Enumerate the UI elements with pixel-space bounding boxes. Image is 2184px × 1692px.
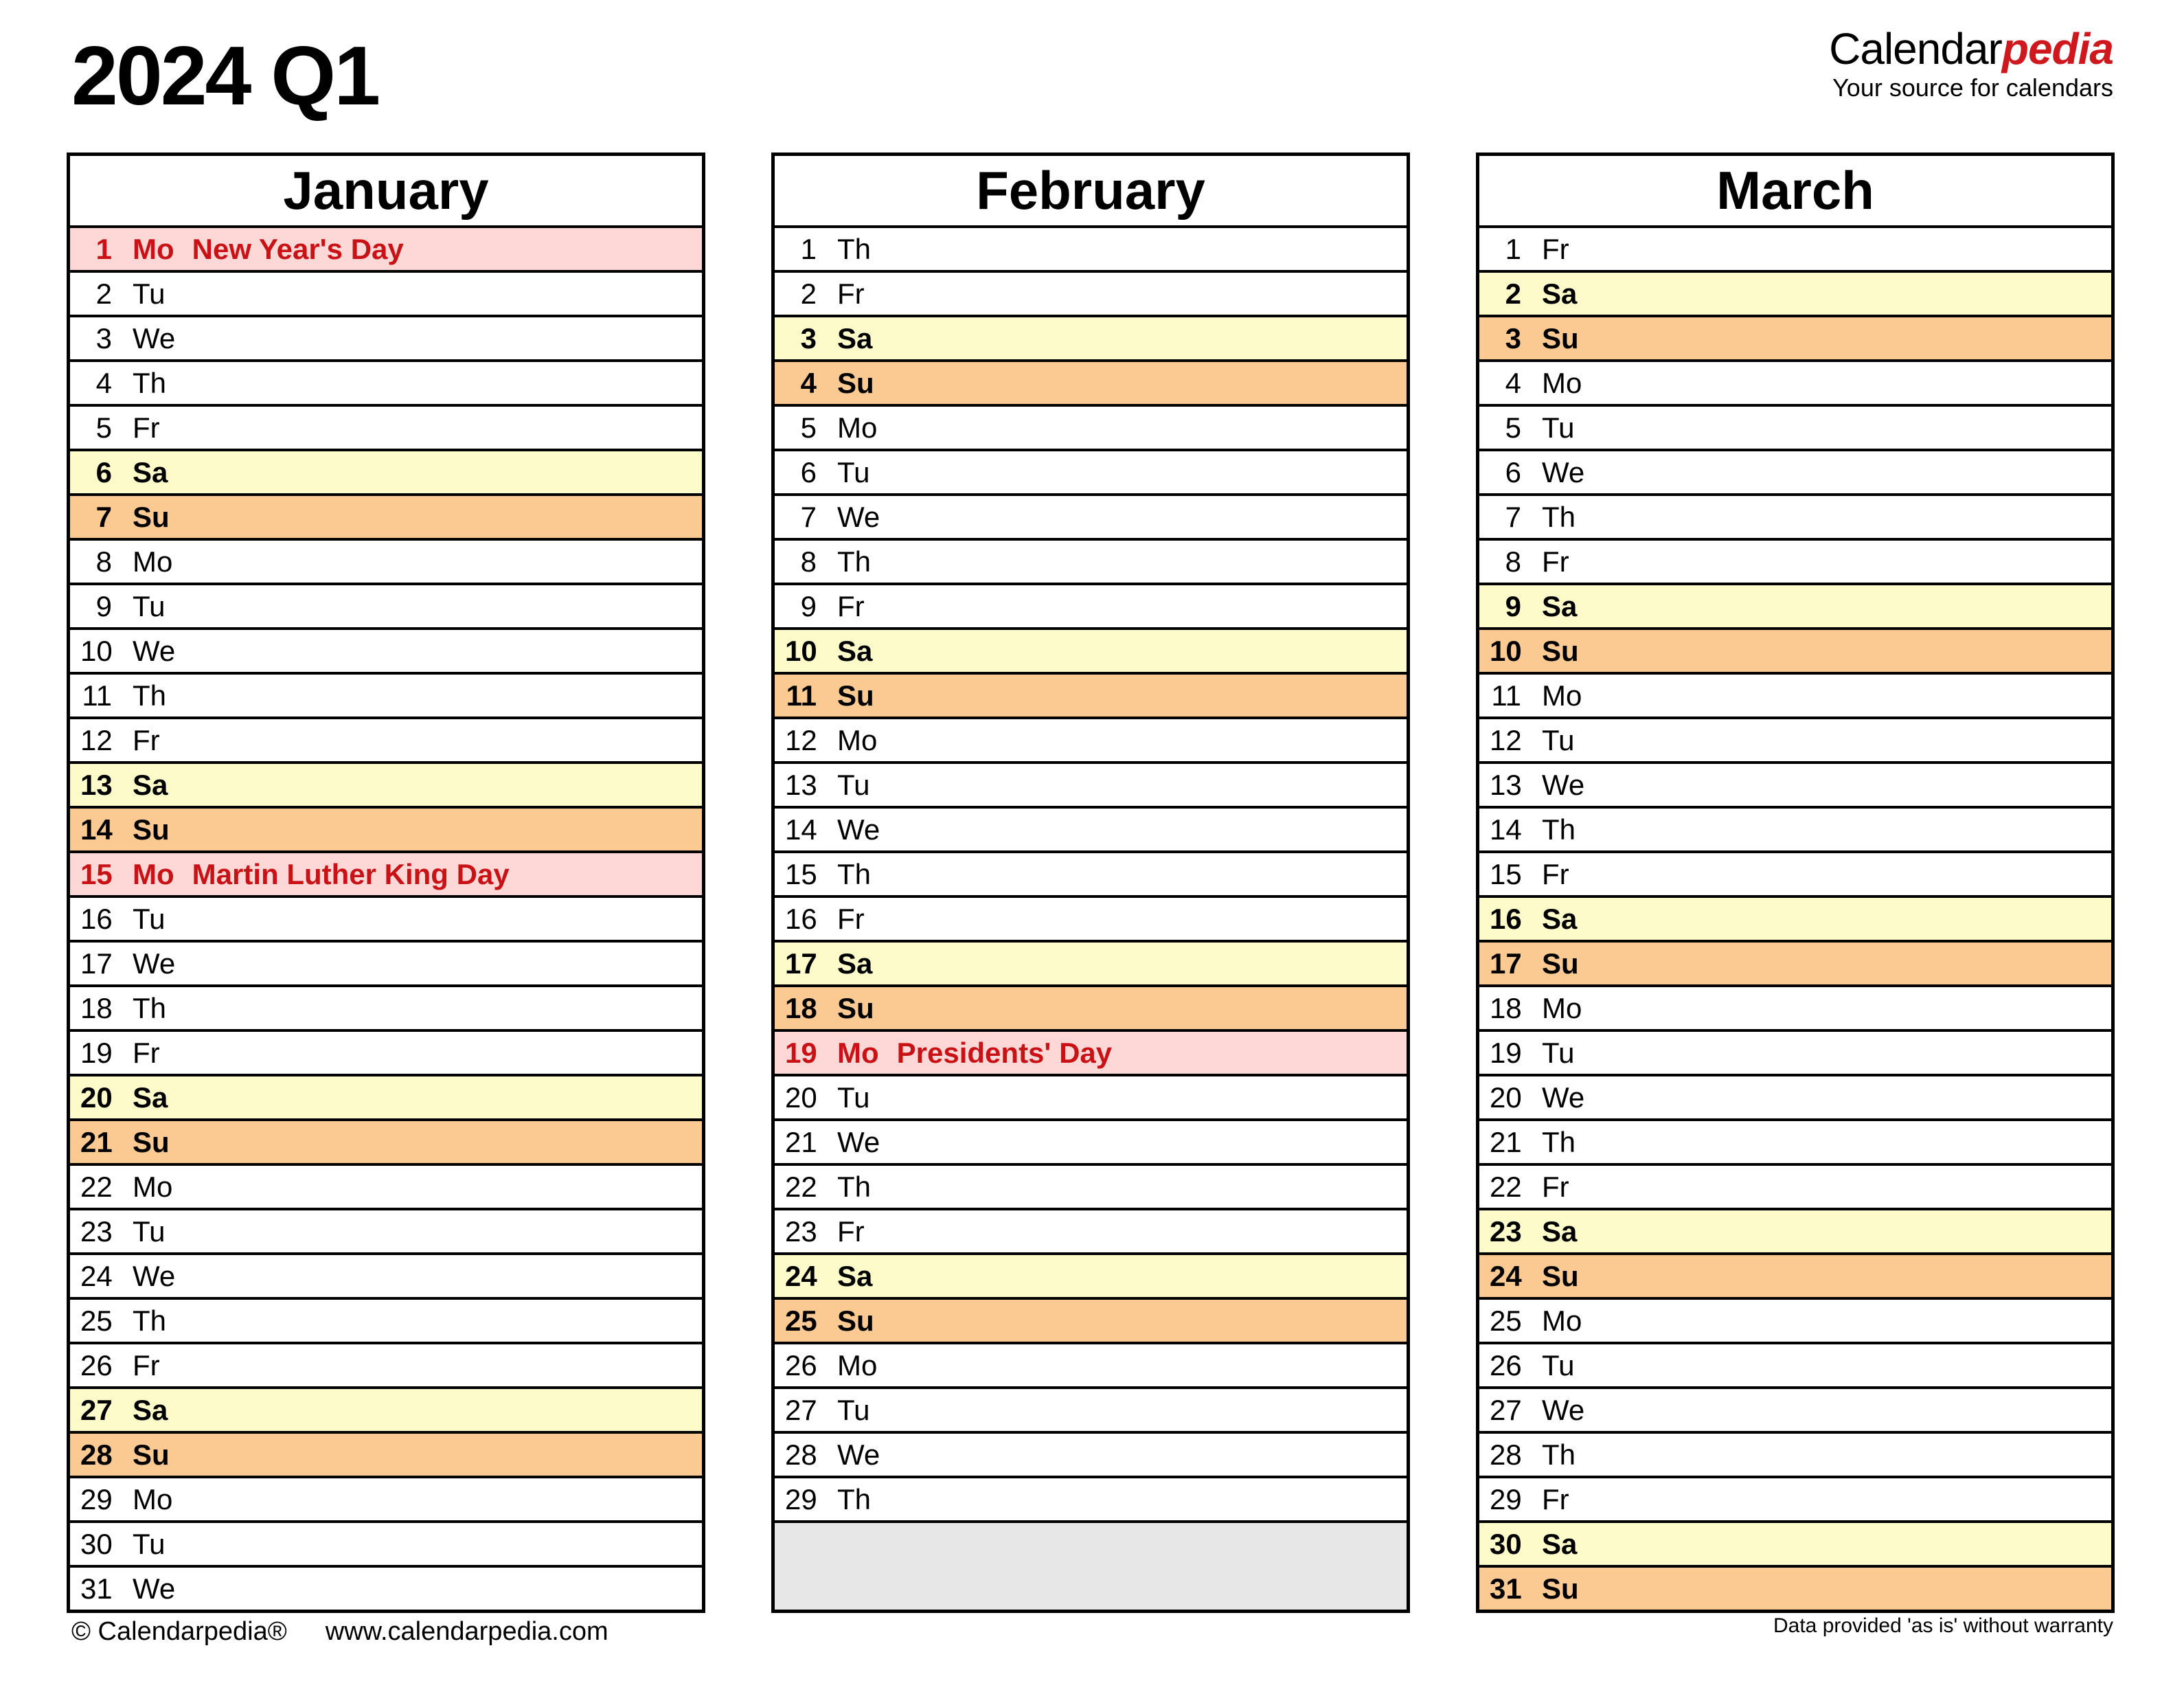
calendar-day-row xyxy=(70,1297,702,1342)
day-number: 27 xyxy=(1490,1393,1522,1426)
day-number: 3 xyxy=(800,322,817,354)
day-number: 30 xyxy=(1490,1527,1522,1560)
day-number: 1 xyxy=(1505,232,1521,265)
day-number: 5 xyxy=(1505,411,1521,444)
day-number: 16 xyxy=(785,902,817,935)
day-number: 19 xyxy=(785,1036,817,1069)
month-table-march xyxy=(1476,153,2115,1613)
weekday-abbr: Sa xyxy=(133,455,168,488)
day-number: 13 xyxy=(1490,768,1522,801)
calendar-day-row xyxy=(1479,315,2111,359)
calendar-day-row xyxy=(1479,1476,2111,1520)
day-number: 7 xyxy=(800,500,817,533)
weekday-abbr: Mo xyxy=(837,411,878,444)
weekday-abbr: Su xyxy=(133,813,170,846)
calendar-day-row xyxy=(70,1342,702,1386)
day-number: 6 xyxy=(1505,455,1521,488)
day-number: 21 xyxy=(785,1125,817,1158)
calendar-day-row xyxy=(1479,1029,2111,1074)
calendar-day-row xyxy=(1479,583,2111,627)
weekday-abbr: Sa xyxy=(837,947,873,980)
calendar-day-row xyxy=(775,1297,1407,1342)
day-number: 16 xyxy=(80,902,113,935)
day-number: 4 xyxy=(800,366,817,399)
day-number: 11 xyxy=(786,679,817,712)
month-header: February xyxy=(775,156,1407,225)
calendar-day-row xyxy=(1479,1520,2111,1565)
weekday-abbr: Mo xyxy=(837,1349,878,1381)
calendar-day-row xyxy=(1479,806,2111,850)
weekday-abbr: Tu xyxy=(1542,1349,1575,1381)
weekday-abbr: Sa xyxy=(1542,277,1578,310)
weekday-abbr: Th xyxy=(133,679,167,712)
calendar-day-row xyxy=(70,1029,702,1074)
calendar-day-row xyxy=(775,1476,1407,1520)
day-number: 24 xyxy=(785,1259,817,1292)
weekday-abbr: Su xyxy=(837,679,874,712)
footer-disclaimer: Data provided 'as is' without warranty xyxy=(1773,1614,2113,1637)
calendar-day-row xyxy=(1479,270,2111,315)
day-number: 2 xyxy=(800,277,817,310)
weekday-abbr: Tu xyxy=(133,277,166,310)
day-number: 17 xyxy=(785,947,817,980)
page-title: 2024 Q1 xyxy=(71,29,379,122)
calendar-day-row xyxy=(1479,940,2111,984)
calendar-day-row xyxy=(70,984,702,1029)
day-number: 9 xyxy=(1505,589,1521,622)
calendar-day-row xyxy=(70,225,702,270)
calendar-day-row xyxy=(1479,1342,2111,1386)
day-number: 25 xyxy=(80,1304,113,1337)
weekday-abbr: Fr xyxy=(133,1036,160,1069)
calendar-day-row xyxy=(70,449,702,493)
calendar-day-row xyxy=(775,270,1407,315)
calendar-day-row xyxy=(775,717,1407,761)
day-number: 22 xyxy=(80,1170,113,1203)
weekday-abbr: Mo xyxy=(133,1482,173,1515)
weekday-abbr: Mo xyxy=(1542,366,1582,399)
weekday-abbr: Tu xyxy=(1542,1036,1575,1069)
day-number: 25 xyxy=(785,1304,817,1337)
weekday-abbr: Th xyxy=(837,857,872,890)
day-number: 26 xyxy=(785,1349,817,1381)
weekday-abbr: Fr xyxy=(837,589,865,622)
calendar-day-row xyxy=(775,359,1407,404)
day-number: 19 xyxy=(80,1036,113,1069)
day-number: 17 xyxy=(80,947,113,980)
day-number: 5 xyxy=(800,411,817,444)
day-number: 12 xyxy=(785,723,817,756)
calendar-day-row xyxy=(70,538,702,583)
weekday-abbr: Th xyxy=(1542,500,1576,533)
weekday-abbr: We xyxy=(1542,455,1585,488)
weekday-abbr: We xyxy=(837,500,880,533)
weekday-abbr: Mo xyxy=(133,857,174,890)
day-number: 8 xyxy=(1505,545,1521,578)
weekday-abbr: We xyxy=(837,813,880,846)
month-table-january xyxy=(67,153,705,1613)
weekday-abbr: Tu xyxy=(1542,411,1575,444)
weekday-abbr: Mo xyxy=(133,232,174,265)
weekday-abbr: Th xyxy=(133,366,167,399)
calendar-day-row xyxy=(775,850,1407,895)
calendar-day-row xyxy=(1479,672,2111,717)
calendar-day-row xyxy=(775,1163,1407,1208)
day-number: 9 xyxy=(95,589,112,622)
logo-text-red: pedia xyxy=(2001,24,2113,74)
calendar-day-row xyxy=(1479,493,2111,538)
calendar-day-row xyxy=(1479,1565,2111,1610)
day-number: 22 xyxy=(785,1170,817,1203)
day-number: 6 xyxy=(800,455,817,488)
day-number: 3 xyxy=(1505,322,1521,354)
day-number: 18 xyxy=(1490,991,1522,1024)
day-number: 20 xyxy=(80,1081,113,1114)
calendar-day-row xyxy=(70,1386,702,1431)
calendar-day-row xyxy=(1479,717,2111,761)
day-number: 4 xyxy=(95,366,112,399)
calendar-day-row xyxy=(70,404,702,449)
weekday-abbr: Mo xyxy=(133,545,173,578)
calendar-day-row xyxy=(775,493,1407,538)
calendar-day-row xyxy=(1479,761,2111,806)
weekday-abbr: We xyxy=(133,634,176,667)
day-number: 4 xyxy=(1505,366,1521,399)
day-number: 25 xyxy=(1490,1304,1522,1337)
calendar-day-row xyxy=(1479,1386,2111,1431)
weekday-abbr: Su xyxy=(1542,947,1579,980)
weekday-abbr: Fr xyxy=(837,277,865,310)
calendar-day-row xyxy=(1479,1208,2111,1252)
day-number: 28 xyxy=(1490,1438,1522,1471)
weekday-abbr: Mo xyxy=(1542,1304,1582,1337)
calendar-day-row xyxy=(70,270,702,315)
weekday-abbr: Fr xyxy=(837,902,865,935)
day-number: 15 xyxy=(80,857,113,890)
weekday-abbr: Fr xyxy=(133,1349,160,1381)
day-number: 2 xyxy=(95,277,112,310)
logo-tagline: Your source for calendars xyxy=(1832,74,2113,102)
weekday-abbr: Sa xyxy=(133,768,168,801)
calendar-day-row xyxy=(1479,984,2111,1029)
weekday-abbr: We xyxy=(1542,768,1585,801)
calendar-day-row xyxy=(70,359,702,404)
weekday-abbr: Tu xyxy=(133,1215,166,1248)
weekday-abbr: We xyxy=(837,1438,880,1471)
day-number: 13 xyxy=(80,768,113,801)
weekday-abbr: Th xyxy=(1542,1438,1576,1471)
day-number: 28 xyxy=(80,1438,113,1471)
day-number: 7 xyxy=(1505,500,1521,533)
weekday-abbr: Sa xyxy=(1542,902,1578,935)
day-number: 26 xyxy=(80,1349,113,1381)
weekday-abbr: Mo xyxy=(837,723,878,756)
calendar-day-row xyxy=(775,449,1407,493)
calendar-day-row xyxy=(1479,850,2111,895)
day-number: 3 xyxy=(95,322,112,354)
calendar-day-row xyxy=(70,1208,702,1252)
calendar-day-row xyxy=(70,761,702,806)
day-number: 22 xyxy=(1490,1170,1522,1203)
weekday-abbr: Su xyxy=(1542,1259,1579,1292)
day-number: 14 xyxy=(80,813,113,846)
website-link[interactable]: www.calendarpedia.com xyxy=(325,1617,608,1646)
weekday-abbr: Tu xyxy=(133,1527,166,1560)
weekday-abbr: Su xyxy=(1542,634,1579,667)
calendar-day-row xyxy=(775,627,1407,672)
weekday-abbr: Su xyxy=(133,500,170,533)
calendar-day-row xyxy=(70,1431,702,1476)
calendar-day-row xyxy=(775,1431,1407,1476)
calendar-day-row xyxy=(775,940,1407,984)
weekday-abbr: Sa xyxy=(837,634,873,667)
weekday-abbr: We xyxy=(133,1572,176,1605)
calendar-day-row xyxy=(775,583,1407,627)
calendar-day-row xyxy=(775,1386,1407,1431)
calendar-day-row xyxy=(775,895,1407,940)
calendar-day-row xyxy=(70,940,702,984)
weekday-abbr: Tu xyxy=(837,1081,870,1114)
weekday-abbr: We xyxy=(1542,1081,1585,1114)
weekday-abbr: Th xyxy=(1542,813,1576,846)
empty-filler-cell xyxy=(775,1520,1407,1610)
weekday-abbr: Fr xyxy=(133,411,160,444)
weekday-abbr: Fr xyxy=(1542,1482,1569,1515)
calendar-day-row xyxy=(775,1029,1407,1074)
day-number: 5 xyxy=(95,411,112,444)
weekday-abbr: We xyxy=(1542,1393,1585,1426)
calendarpedia-logo xyxy=(1829,26,2113,101)
day-number: 31 xyxy=(80,1572,113,1605)
weekday-abbr: Sa xyxy=(837,322,873,354)
calendar-day-row xyxy=(775,1118,1407,1163)
calendar-day-row xyxy=(775,761,1407,806)
day-number: 18 xyxy=(785,991,817,1024)
calendar-day-row xyxy=(70,1163,702,1208)
calendar-day-row xyxy=(775,1074,1407,1118)
weekday-abbr: Fr xyxy=(133,723,160,756)
weekday-abbr: Su xyxy=(837,1304,874,1337)
day-number: 24 xyxy=(80,1259,113,1292)
weekday-abbr: Tu xyxy=(837,1393,870,1426)
calendar-day-row xyxy=(1479,225,2111,270)
day-number: 8 xyxy=(95,545,112,578)
day-number: 21 xyxy=(80,1125,113,1158)
day-number: 2 xyxy=(1505,277,1521,310)
day-number: 11 xyxy=(1491,679,1521,712)
weekday-abbr: We xyxy=(133,947,176,980)
calendar-day-row xyxy=(1479,404,2111,449)
calendar-day-row xyxy=(775,1342,1407,1386)
weekday-abbr: Th xyxy=(133,991,167,1024)
day-number: 12 xyxy=(80,723,113,756)
weekday-abbr: Mo xyxy=(133,1170,173,1203)
day-number: 20 xyxy=(1490,1081,1522,1114)
holiday-name: Presidents' Day xyxy=(896,1036,1113,1069)
calendar-day-row xyxy=(70,895,702,940)
day-number: 1 xyxy=(800,232,817,265)
day-number: 9 xyxy=(800,589,817,622)
calendar-day-row xyxy=(1479,1252,2111,1297)
calendar-day-row xyxy=(70,315,702,359)
weekday-abbr: Su xyxy=(837,991,874,1024)
weekday-abbr: Tu xyxy=(1542,723,1575,756)
calendar-day-row xyxy=(775,225,1407,270)
day-number: 1 xyxy=(95,232,112,265)
weekday-abbr: Sa xyxy=(1542,589,1578,622)
calendar-day-row xyxy=(775,538,1407,583)
weekday-abbr: Fr xyxy=(837,1215,865,1248)
copyright-text: © Calendarpedia® xyxy=(71,1617,287,1646)
calendar-day-row xyxy=(1479,1118,2111,1163)
day-number: 19 xyxy=(1490,1036,1522,1069)
weekday-abbr: Th xyxy=(837,545,872,578)
weekday-abbr: Fr xyxy=(1542,545,1569,578)
weekday-abbr: Th xyxy=(837,1482,872,1515)
day-number: 15 xyxy=(785,857,817,890)
weekday-abbr: Sa xyxy=(133,1081,168,1114)
calendar-day-row xyxy=(1479,1297,2111,1342)
day-number: 10 xyxy=(785,634,817,667)
day-number: 14 xyxy=(1490,813,1522,846)
calendar-day-row xyxy=(775,315,1407,359)
month-header: January xyxy=(70,156,702,225)
holiday-name: Martin Luther King Day xyxy=(192,857,510,890)
calendar-day-row xyxy=(1479,1431,2111,1476)
calendar-day-row xyxy=(1479,449,2111,493)
weekday-abbr: Tu xyxy=(837,455,870,488)
weekday-abbr: Sa xyxy=(837,1259,873,1292)
day-number: 26 xyxy=(1490,1349,1522,1381)
day-number: 18 xyxy=(80,991,113,1024)
calendar-day-row xyxy=(70,850,702,895)
calendar-day-row xyxy=(1479,1074,2111,1118)
day-number: 6 xyxy=(95,455,112,488)
calendar-day-row xyxy=(70,1476,702,1520)
calendar-day-row xyxy=(70,1252,702,1297)
day-number: 28 xyxy=(785,1438,817,1471)
day-number: 23 xyxy=(1490,1215,1522,1248)
calendar-day-row xyxy=(775,404,1407,449)
day-number: 7 xyxy=(95,500,112,533)
logo-text-black: Calendar xyxy=(1829,24,2002,74)
weekday-abbr: Su xyxy=(133,1125,170,1158)
weekday-abbr: Sa xyxy=(1542,1215,1578,1248)
day-number: 27 xyxy=(80,1393,113,1426)
day-number: 11 xyxy=(82,679,112,712)
calendar-day-row xyxy=(775,1208,1407,1252)
weekday-abbr: Th xyxy=(837,232,872,265)
calendar-day-row xyxy=(1479,1163,2111,1208)
weekday-abbr: Th xyxy=(1542,1125,1576,1158)
day-number: 15 xyxy=(1490,857,1522,890)
calendar-day-row xyxy=(70,493,702,538)
day-number: 30 xyxy=(80,1527,113,1560)
day-number: 13 xyxy=(785,768,817,801)
calendar-day-row xyxy=(1479,895,2111,940)
weekday-abbr: Su xyxy=(1542,1572,1579,1605)
weekday-abbr: Th xyxy=(133,1304,167,1337)
calendar-day-row xyxy=(775,984,1407,1029)
day-number: 29 xyxy=(80,1482,113,1515)
day-number: 29 xyxy=(1490,1482,1522,1515)
day-number: 8 xyxy=(800,545,817,578)
day-number: 23 xyxy=(80,1215,113,1248)
calendar-day-row xyxy=(775,1252,1407,1297)
logo-wordmark xyxy=(1829,26,2113,72)
month-table-february xyxy=(771,153,1410,1613)
calendar-day-row xyxy=(1479,359,2111,404)
weekday-abbr: Sa xyxy=(1542,1527,1578,1560)
day-number: 10 xyxy=(1490,634,1522,667)
day-number: 29 xyxy=(785,1482,817,1515)
calendar-day-row xyxy=(70,627,702,672)
calendar-day-row xyxy=(70,1520,702,1565)
day-number: 16 xyxy=(1490,902,1522,935)
calendar-day-row xyxy=(1479,627,2111,672)
day-number: 23 xyxy=(785,1215,817,1248)
day-number: 10 xyxy=(80,634,113,667)
day-number: 31 xyxy=(1490,1572,1522,1605)
weekday-abbr: Tu xyxy=(837,768,870,801)
calendar-day-row xyxy=(70,583,702,627)
calendar-day-row xyxy=(1479,538,2111,583)
weekday-abbr: Fr xyxy=(1542,1170,1569,1203)
weekday-abbr: Su xyxy=(133,1438,170,1471)
weekday-abbr: We xyxy=(133,322,176,354)
weekday-abbr: Su xyxy=(837,366,874,399)
day-number: 24 xyxy=(1490,1259,1522,1292)
calendar-day-row xyxy=(70,806,702,850)
month-header: March xyxy=(1479,156,2111,225)
calendar-day-row xyxy=(70,1565,702,1610)
weekday-abbr: Tu xyxy=(133,589,166,622)
weekday-abbr: Th xyxy=(837,1170,872,1203)
calendar-day-row xyxy=(775,672,1407,717)
day-number: 20 xyxy=(785,1081,817,1114)
holiday-name: New Year's Day xyxy=(192,232,404,265)
calendar-day-row xyxy=(70,717,702,761)
weekday-abbr: We xyxy=(837,1125,880,1158)
calendar-day-row xyxy=(70,1074,702,1118)
day-number: 17 xyxy=(1490,947,1522,980)
footer-copyright xyxy=(71,1617,608,1647)
day-number: 21 xyxy=(1490,1125,1522,1158)
day-number: 12 xyxy=(1490,723,1522,756)
calendar-day-row xyxy=(70,672,702,717)
day-number: 14 xyxy=(785,813,817,846)
weekday-abbr: Mo xyxy=(837,1036,879,1069)
weekday-abbr: Tu xyxy=(133,902,166,935)
weekday-abbr: Mo xyxy=(1542,679,1582,712)
weekday-abbr: Mo xyxy=(1542,991,1582,1024)
calendar-day-row xyxy=(70,1118,702,1163)
weekday-abbr: Sa xyxy=(133,1393,168,1426)
calendar-day-row xyxy=(775,806,1407,850)
weekday-abbr: Fr xyxy=(1542,232,1569,265)
weekday-abbr: We xyxy=(133,1259,176,1292)
weekday-abbr: Fr xyxy=(1542,857,1569,890)
weekday-abbr: Su xyxy=(1542,322,1579,354)
day-number: 27 xyxy=(785,1393,817,1426)
